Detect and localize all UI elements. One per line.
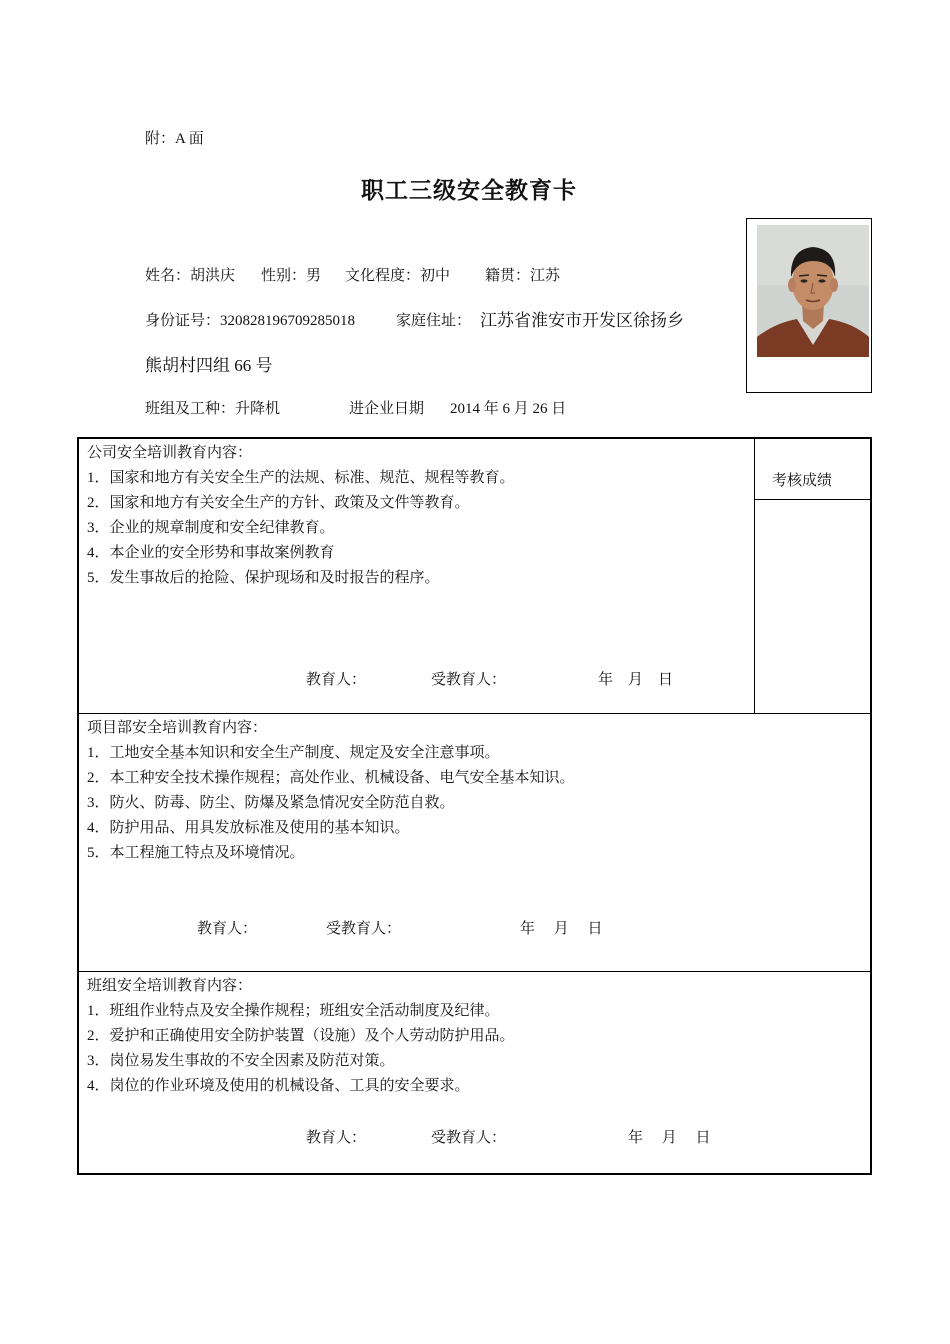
photo-frame	[746, 218, 872, 393]
section-title: 项目部安全培训教育内容：	[87, 720, 268, 736]
section-title: 班组安全培训教育内容：	[87, 978, 253, 994]
educator-label: 教育人：	[197, 921, 258, 937]
address-label: 家庭住址：	[396, 313, 472, 329]
education-field: 文化程度：初中	[345, 268, 451, 284]
section-title: 公司安全培训教育内容：	[87, 445, 253, 461]
entry-date-value: 2014 年 6 月 26 日	[450, 401, 567, 417]
list-item: 4．本企业的安全形势和事故案例教育	[87, 545, 335, 561]
date-label: 年 月 日	[628, 1130, 711, 1146]
list-item: 3．防火、防毒、防尘、防爆及紧急情况安全防范自救。	[87, 795, 455, 811]
address-line-1: 江苏省淮安市开发区徐扬乡	[480, 311, 684, 330]
list-item: 3．岗位易发生事故的不安全因素及防范对策。	[87, 1053, 395, 1069]
gender-field: 性别：男	[261, 268, 322, 284]
trainee-label: 受教育人：	[431, 1130, 507, 1146]
section-divider-2	[79, 971, 872, 972]
date-label: 年 月 日	[520, 921, 603, 937]
education-table	[77, 437, 872, 1175]
list-item: 5．发生事故后的抢险、保护现场和及时报告的程序。	[87, 570, 440, 586]
educator-label: 教育人：	[306, 1130, 367, 1146]
team-job-field: 班组及工种：升降机	[145, 401, 281, 417]
score-header: 考核成绩	[772, 473, 833, 489]
list-item: 2．本工种安全技术操作规程；高处作业、机械设备、电气安全基本知识。	[87, 770, 575, 786]
list-item: 3．企业的规章制度和安全纪律教育。	[87, 520, 335, 536]
list-item: 1．工地安全基本知识和安全生产制度、规定及安全注意事项。	[87, 745, 500, 761]
id-photo	[757, 225, 869, 357]
list-item: 2．爱护和正确使用安全防护装置（设施）及个人劳动防护用品。	[87, 1028, 515, 1044]
name-field: 姓名：胡洪庆	[145, 268, 236, 284]
date-label: 年 月 日	[598, 672, 674, 688]
section-project	[87, 716, 575, 866]
native-place-field: 籍贯：江苏	[485, 268, 561, 284]
score-header-divider	[754, 499, 872, 500]
list-item: 1．国家和地方有关安全生产的法规、标准、规范、规程等教育。	[87, 470, 515, 486]
educator-label: 教育人：	[306, 672, 367, 688]
id-number-field: 身份证号：320828196709285018	[145, 313, 356, 329]
list-item: 5．本工程施工特点及环境情况。	[87, 845, 305, 861]
page-title: 职工三级安全教育卡	[361, 178, 577, 203]
score-column-divider	[754, 439, 755, 713]
section-divider-1	[79, 713, 872, 714]
trainee-label: 受教育人：	[431, 672, 507, 688]
section-company	[87, 441, 515, 591]
list-item: 4．防护用品、用具发放标准及使用的基本知识。	[87, 820, 410, 836]
entry-date-label: 进企业日期	[349, 401, 425, 417]
list-item: 1．班组作业特点及安全操作规程；班组安全活动制度及纪律。	[87, 1003, 500, 1019]
list-item: 4．岗位的作业环境及使用的机械设备、工具的安全要求。	[87, 1078, 470, 1094]
attachment-label: 附：A 面	[145, 131, 204, 147]
section-team	[87, 974, 515, 1099]
trainee-label: 受教育人：	[326, 921, 402, 937]
address-line-2: 熊胡村四组 66 号	[145, 356, 273, 375]
list-item: 2．国家和地方有关安全生产的方针、政策及文件等教育。	[87, 495, 470, 511]
